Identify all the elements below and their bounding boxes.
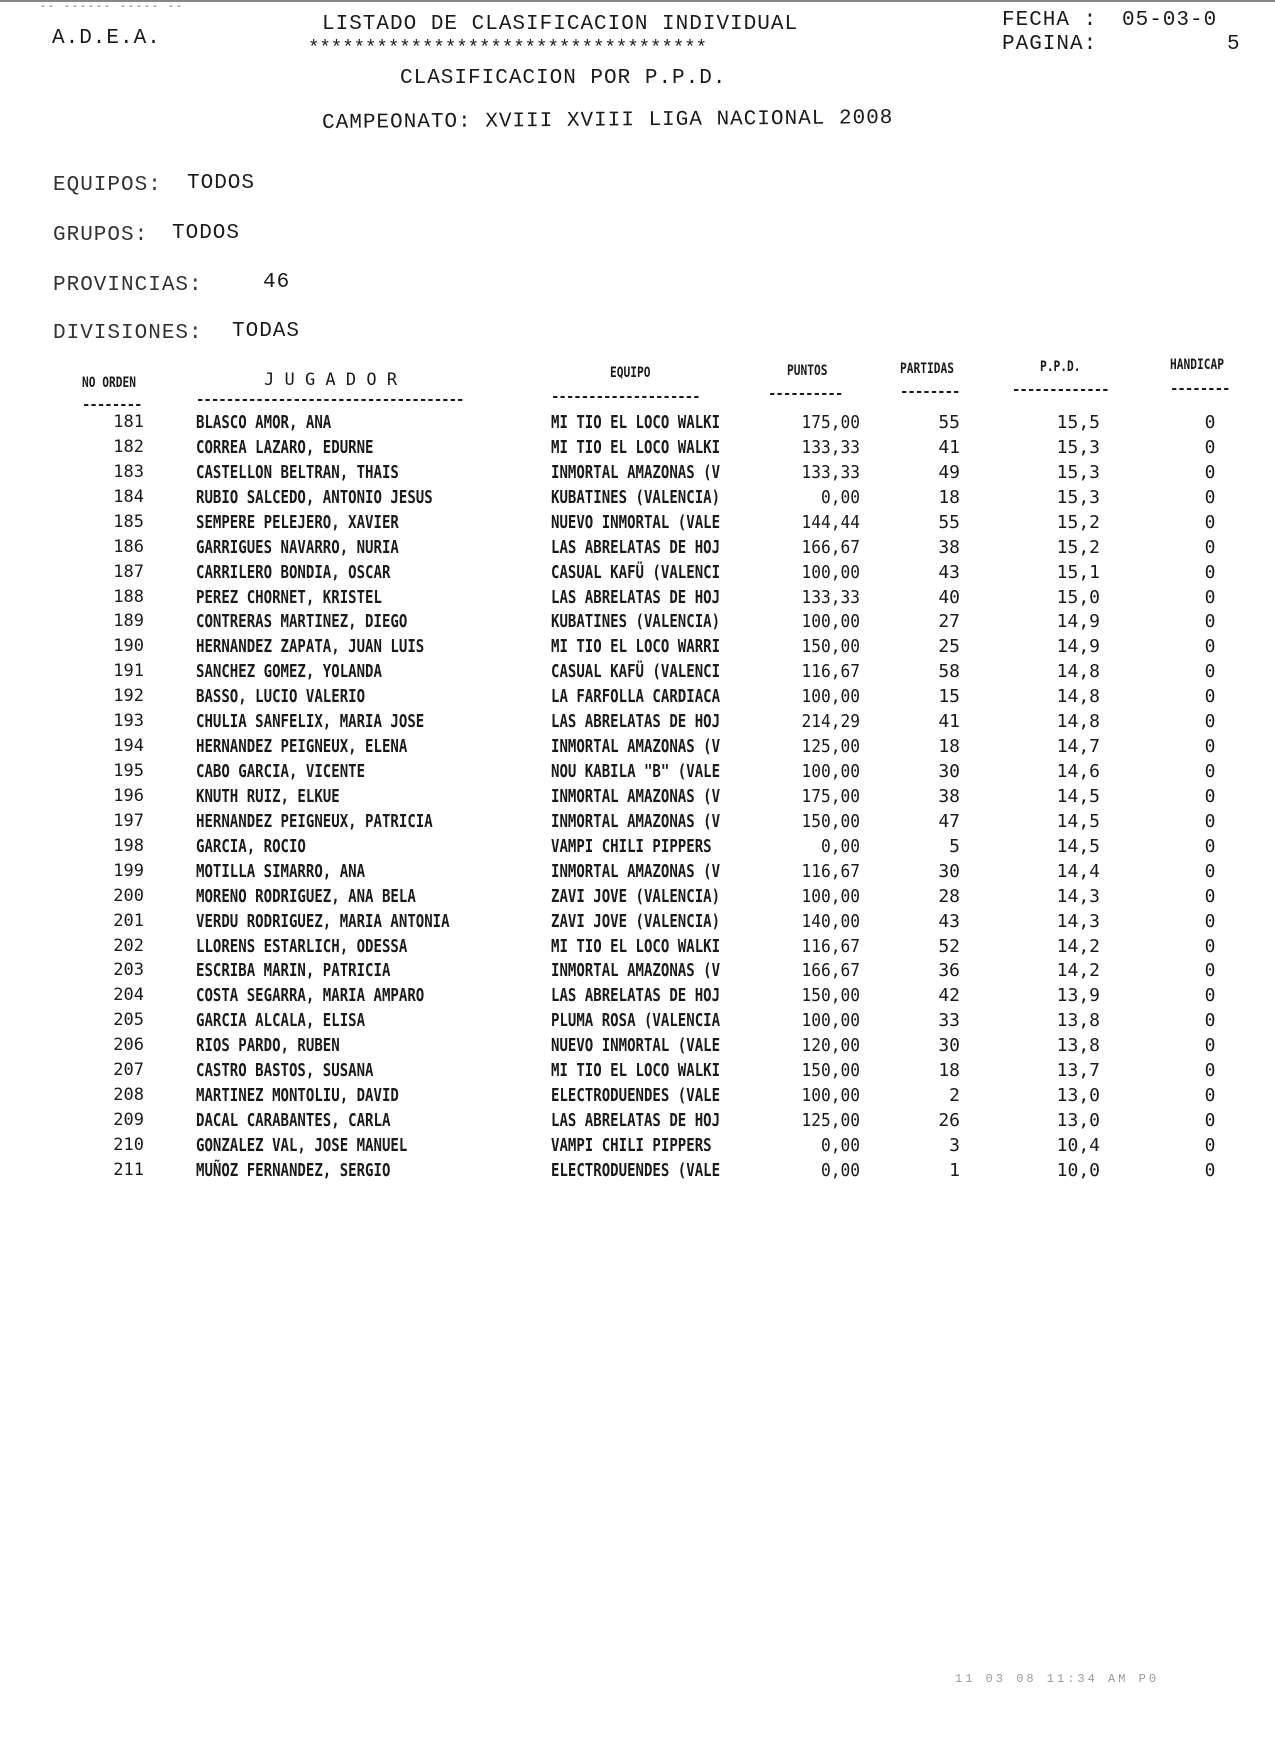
col-header-ppd: P.P.D. [1040,359,1081,375]
table-row [0,985,1275,1010]
row-equipo: INMORTAL AMAZONAS (V [551,960,721,982]
row-partidas: 30 [938,761,960,783]
report-subtitle: CLASIFICACION POR P.P.D. [400,67,727,90]
row-puntos: 100,00 [801,885,860,907]
row-equipo: INMORTAL AMAZONAS (V [551,785,721,807]
row-ppd: 14,8 [1056,711,1100,733]
row-ppd: 14,2 [1056,935,1100,957]
row-handicap: 0 [1204,910,1216,932]
row-ppd: 14,3 [1056,885,1100,907]
row-ppd: 15,3 [1056,486,1100,508]
row-handicap: 0 [1204,1010,1216,1032]
row-orden: 207 [113,1060,144,1081]
row-handicap: 0 [1204,736,1216,758]
row-partidas: 58 [938,661,960,683]
row-jugador: ESCRIBA MARIN, PATRICIA [196,960,391,982]
row-handicap: 0 [1204,661,1216,683]
row-jugador: KNUTH RUIZ, ELKUE [196,785,340,807]
row-equipo: MI TIO EL LOCO WALKI [551,1060,721,1082]
row-jugador: GONZALEZ VAL, JOSE MANUEL [196,1134,408,1156]
row-partidas: 5 [949,835,960,857]
row-equipo: INMORTAL AMAZONAS (V [551,810,721,832]
row-ppd: 13,8 [1056,1035,1100,1057]
row-ppd: 14,9 [1056,636,1100,658]
table-row [0,936,1275,961]
row-jugador: SANCHEZ GOMEZ, YOLANDA [196,661,382,683]
provincias-label: PROVINCIAS: [53,274,203,297]
row-equipo: MI TIO EL LOCO WALKI [551,412,721,433]
row-handicap: 0 [1204,885,1216,907]
row-jugador: RUBIO SALCEDO, ANTONIO JESUS [196,486,433,508]
row-orden: 200 [113,885,144,906]
row-partidas: 41 [938,711,960,733]
table-row [0,761,1275,786]
row-puntos: 150,00 [801,1060,860,1082]
row-equipo: LAS ABRELATAS DE HOJ [551,586,721,608]
row-handicap: 0 [1204,511,1216,533]
row-orden: 182 [113,436,144,457]
row-jugador: RIOS PARDO, RUBEN [196,1035,340,1057]
row-equipo: MI TIO EL LOCO WARRI [551,636,721,658]
row-jugador: PEREZ CHORNET, KRISTEL [196,586,382,608]
row-partidas: 49 [938,461,960,483]
grupos-label: GRUPOS: [53,224,149,247]
row-orden: 194 [113,736,144,757]
row-ppd: 15,3 [1056,436,1100,458]
row-handicap: 0 [1204,1085,1216,1107]
table-row [0,636,1275,661]
row-puntos: 133,33 [801,586,860,608]
row-orden: 206 [113,1035,144,1056]
row-puntos: 100,00 [801,686,860,708]
row-puntos: 150,00 [801,985,860,1007]
row-ppd: 13,9 [1056,985,1100,1007]
row-partidas: 27 [938,611,960,633]
row-partidas: 26 [938,1110,960,1132]
report-title: LISTADO DE CLASIFICACION INDIVIDUAL [322,13,799,36]
row-handicap: 0 [1204,611,1216,633]
table-row [0,786,1275,811]
row-partidas: 18 [938,736,960,758]
row-handicap: 0 [1204,1134,1216,1156]
row-handicap: 0 [1204,461,1216,483]
row-ppd: 14,3 [1056,910,1100,932]
row-puntos: 100,00 [801,1085,860,1107]
title-underline-stars: *********************************** [308,37,708,59]
row-puntos: 116,67 [801,661,860,683]
row-equipo: KUBATINES (VALENCIA) [551,611,721,633]
table-row [0,512,1275,537]
row-handicap: 0 [1204,636,1216,658]
table-row [0,911,1275,936]
row-equipo: NUEVO INMORTAL (VALE [551,511,721,533]
row-partidas: 15 [938,686,960,708]
row-ppd: 14,9 [1056,611,1100,633]
row-puntos: 0,00 [820,1159,860,1181]
row-puntos: 100,00 [801,1010,860,1032]
row-jugador: MORENO RODRIGUEZ, ANA BELA [196,885,416,907]
row-partidas: 55 [938,412,960,433]
row-handicap: 0 [1204,1060,1216,1082]
row-partidas: 40 [938,586,960,608]
equipos-value: TODOS [187,172,256,195]
fecha-value: 05-03-0 [1122,9,1218,32]
fecha-label: FECHA : [1002,9,1098,32]
row-jugador: SEMPERE PELEJERO, XAVIER [196,511,399,533]
row-puntos: 166,67 [801,536,860,558]
row-equipo: LAS ABRELATAS DE HOJ [551,1110,721,1132]
grupos-value: TODOS [172,222,241,245]
row-jugador: CORREA LAZARO, EDURNE [196,436,374,458]
table-row [0,861,1275,886]
row-jugador: CHULIA SANFELIX, MARIA JOSE [196,711,425,733]
row-ppd: 13,8 [1056,1010,1100,1032]
row-orden: 204 [113,985,144,1006]
row-jugador: HERNANDEZ PEIGNEUX, ELENA [196,736,408,758]
row-partidas: 18 [938,486,960,508]
row-ppd: 14,8 [1056,686,1100,708]
table-row [0,487,1275,512]
row-puntos: 175,00 [801,785,860,807]
row-equipo: INMORTAL AMAZONAS (V [551,860,721,882]
row-equipo: LAS ABRELATAS DE HOJ [551,711,721,733]
row-jugador: CABO GARCIA, VICENTE [196,761,366,783]
row-orden: 186 [113,536,144,557]
table-row [0,587,1275,612]
table-row [0,811,1275,836]
table-row [0,661,1275,686]
col-header-handicap: HANDICAP [1170,357,1224,373]
row-ppd: 13,0 [1056,1085,1100,1107]
row-puntos: 144,44 [801,511,860,533]
row-ppd: 15,1 [1056,561,1100,583]
col-header-partidas: PARTIDAS [900,361,954,377]
row-orden: 198 [113,835,144,856]
row-puntos: 100,00 [801,561,860,583]
row-partidas: 43 [938,910,960,932]
row-jugador: VERDU RODRIGUEZ, MARIA ANTONIA [196,910,450,932]
table-row [0,1135,1275,1160]
row-puntos: 116,67 [801,860,860,882]
row-puntos: 133,33 [801,436,860,458]
row-orden: 205 [113,1010,144,1031]
row-handicap: 0 [1204,1159,1216,1181]
table-row [0,1085,1275,1110]
pagina-value: 5 [1227,33,1241,56]
row-partidas: 2 [949,1085,960,1107]
row-orden: 189 [113,611,144,632]
row-partidas: 1 [949,1159,960,1181]
row-equipo: INMORTAL AMAZONAS (V [551,736,721,758]
row-jugador: MARTINEZ MONTOLIU, DAVID [196,1085,399,1107]
provincias-value: 46 [263,271,291,294]
row-jugador: HERNANDEZ ZAPATA, JUAN LUIS [196,636,425,658]
divisiones-value: TODAS [232,320,301,343]
row-equipo: NOU KABILA "B" (VALE [551,761,721,783]
col-rule-equipo: -------------------- [551,389,700,405]
row-jugador: DACAL CARABANTES, CARLA [196,1110,391,1132]
row-handicap: 0 [1204,1110,1216,1132]
row-equipo: ELECTRODUENDES (VALE [551,1159,721,1181]
col-rule-orden: -------- [82,397,142,413]
row-partidas: 30 [938,860,960,882]
table-row [0,886,1275,911]
row-handicap: 0 [1204,586,1216,608]
row-ppd: 14,6 [1056,761,1100,783]
row-partidas: 18 [938,1060,960,1082]
row-puntos: 100,00 [801,761,860,783]
row-handicap: 0 [1204,536,1216,558]
row-handicap: 0 [1204,860,1216,882]
row-partidas: 33 [938,1010,960,1032]
row-ppd: 10,4 [1056,1134,1100,1156]
row-ppd: 14,4 [1056,860,1100,882]
row-equipo: LAS ABRELATAS DE HOJ [551,985,721,1007]
row-puntos: 150,00 [801,810,860,832]
row-handicap: 0 [1204,960,1216,982]
row-jugador: MUÑOZ FERNANDEZ, SERGIO [196,1159,391,1181]
row-orden: 193 [113,711,144,732]
row-partidas: 25 [938,636,960,658]
row-ppd: 14,5 [1056,835,1100,857]
row-jugador: CARRILERO BONDIA, OSCAR [196,561,391,583]
row-ppd: 15,0 [1056,586,1100,608]
row-puntos: 125,00 [801,1110,860,1132]
row-equipo: INMORTAL AMAZONAS (V [551,461,721,483]
top-edge-artifact: -- ------ ----- -- [40,2,185,13]
row-equipo: KUBATINES (VALENCIA) [551,486,721,508]
row-ppd: 13,0 [1056,1110,1100,1132]
row-handicap: 0 [1204,785,1216,807]
row-equipo: CASUAL KAFÜ (VALENCI [551,561,721,583]
row-partidas: 41 [938,436,960,458]
row-orden: 199 [113,860,144,881]
table-row [0,711,1275,736]
row-handicap: 0 [1204,935,1216,957]
row-equipo: ZAVI JOVE (VALENCIA) [551,910,721,932]
fax-stamp: 11 03 08 11:34 AM P0 [955,1672,1160,1686]
row-orden: 197 [113,810,144,831]
row-puntos: 0,00 [820,835,860,857]
row-ppd: 14,7 [1056,736,1100,758]
row-orden: 209 [113,1110,144,1131]
row-handicap: 0 [1204,686,1216,708]
table-row [0,836,1275,861]
table-row [0,686,1275,711]
row-handicap: 0 [1204,412,1216,433]
row-handicap: 0 [1204,1035,1216,1057]
row-ppd: 13,7 [1056,1060,1100,1082]
row-equipo: NUEVO INMORTAL (VALE [551,1035,721,1057]
row-jugador: BLASCO AMOR, ANA [196,412,332,433]
col-header-orden: NO ORDEN [82,375,136,391]
row-partidas: 52 [938,935,960,957]
row-orden: 192 [113,686,144,707]
row-puntos: 150,00 [801,636,860,658]
table-row [0,1010,1275,1035]
row-orden: 181 [113,412,144,432]
row-orden: 211 [113,1159,144,1180]
divisiones-label: DIVISIONES: [53,322,203,345]
row-equipo: LAS ABRELATAS DE HOJ [551,536,721,558]
col-rule-jugador: ------------------------------------ [196,392,464,408]
row-jugador: LLORENS ESTARLICH, ODESSA [196,935,408,957]
row-puntos: 0,00 [820,1134,860,1156]
row-orden: 196 [113,785,144,806]
row-equipo: ELECTRODUENDES (VALE [551,1085,721,1107]
table-row [0,611,1275,636]
row-jugador: BASSO, LUCIO VALERIO [196,686,366,708]
row-orden: 190 [113,636,144,657]
table-row [0,412,1275,437]
row-equipo: ZAVI JOVE (VALENCIA) [551,885,721,907]
row-handicap: 0 [1204,486,1216,508]
row-orden: 203 [113,960,144,981]
col-rule-ppd: ------------- [1012,382,1109,398]
col-rule-puntos: ---------- [768,386,843,402]
col-header-equipo: EQUIPO [610,365,651,381]
row-partidas: 42 [938,985,960,1007]
row-partidas: 28 [938,885,960,907]
row-puntos: 166,67 [801,960,860,982]
row-orden: 201 [113,910,144,931]
row-ppd: 15,5 [1056,412,1100,433]
pagina-label: PAGINA: [1002,33,1098,56]
org-name: A.D.E.A. [52,27,161,50]
row-partidas: 38 [938,785,960,807]
row-ppd: 15,2 [1056,536,1100,558]
row-puntos: 125,00 [801,736,860,758]
row-partidas: 3 [949,1134,960,1156]
row-orden: 195 [113,761,144,782]
col-rule-partidas: -------- [900,384,960,400]
row-jugador: GARCIA ALCALA, ELISA [196,1010,366,1032]
col-header-puntos: PUNTOS [787,363,828,379]
row-equipo: VAMPI CHILI PIPPERS [551,835,712,857]
row-orden: 185 [113,511,144,532]
row-handicap: 0 [1204,436,1216,458]
row-partidas: 38 [938,536,960,558]
row-ppd: 14,8 [1056,661,1100,683]
row-partidas: 36 [938,960,960,982]
table-row [0,437,1275,462]
row-jugador: MOTILLA SIMARRO, ANA [196,860,366,882]
row-puntos: 214,29 [801,711,860,733]
campeonato: CAMPEONATO: XVIII XVIII LIGA NACIONAL 2008 [322,107,894,135]
col-header-jugador: J U G A D O R [264,370,398,390]
row-handicap: 0 [1204,810,1216,832]
row-puntos: 100,00 [801,611,860,633]
row-puntos: 116,67 [801,935,860,957]
row-jugador: GARCIA, ROCIO [196,835,306,857]
row-orden: 208 [113,1085,144,1106]
row-ppd: 15,2 [1056,511,1100,533]
row-equipo: VAMPI CHILI PIPPERS [551,1134,712,1156]
row-partidas: 55 [938,511,960,533]
table-row [0,562,1275,587]
row-equipo: MI TIO EL LOCO WALKI [551,935,721,957]
row-ppd: 14,2 [1056,960,1100,982]
row-puntos: 175,00 [801,412,860,433]
row-jugador: CONTRERAS MARTINEZ, DIEGO [196,611,408,633]
equipos-label: EQUIPOS: [53,174,162,197]
row-equipo: LA FARFOLLA CARDIACA [551,686,721,708]
row-ppd: 14,5 [1056,810,1100,832]
table-row [0,462,1275,487]
row-handicap: 0 [1204,835,1216,857]
row-orden: 184 [113,486,144,507]
row-jugador: COSTA SEGARRA, MARIA AMPARO [196,985,425,1007]
table-row [0,736,1275,761]
row-jugador: GARRIGUES NAVARRO, NURIA [196,536,399,558]
row-handicap: 0 [1204,985,1216,1007]
table-row [0,1160,1275,1185]
row-partidas: 47 [938,810,960,832]
row-orden: 202 [113,935,144,956]
row-orden: 210 [113,1134,144,1155]
row-equipo: CASUAL KAFÜ (VALENCI [551,661,721,683]
row-puntos: 140,00 [801,910,860,932]
row-puntos: 0,00 [820,486,860,508]
row-orden: 187 [113,561,144,582]
row-orden: 188 [113,586,144,607]
row-equipo: MI TIO EL LOCO WALKI [551,436,721,458]
table-row [0,1110,1275,1135]
table-row [0,960,1275,985]
row-orden: 191 [113,661,144,682]
row-ppd: 10,0 [1056,1159,1100,1181]
row-jugador: CASTRO BASTOS, SUSANA [196,1060,374,1082]
page-top-rule [0,0,1275,2]
row-handicap: 0 [1204,561,1216,583]
col-rule-handicap: -------- [1170,381,1230,397]
row-puntos: 133,33 [801,461,860,483]
table-row [0,1060,1275,1085]
row-partidas: 30 [938,1035,960,1057]
row-jugador: HERNANDEZ PEIGNEUX, PATRICIA [196,810,433,832]
row-orden: 183 [113,461,144,482]
row-handicap: 0 [1204,711,1216,733]
row-equipo: PLUMA ROSA (VALENCIA [551,1010,721,1032]
row-ppd: 15,3 [1056,461,1100,483]
row-puntos: 120,00 [801,1035,860,1057]
row-partidas: 43 [938,561,960,583]
table-row [0,1035,1275,1060]
row-handicap: 0 [1204,761,1216,783]
table-row [0,537,1275,562]
row-jugador: CASTELLON BELTRAN, THAIS [196,461,399,483]
row-ppd: 14,5 [1056,785,1100,807]
